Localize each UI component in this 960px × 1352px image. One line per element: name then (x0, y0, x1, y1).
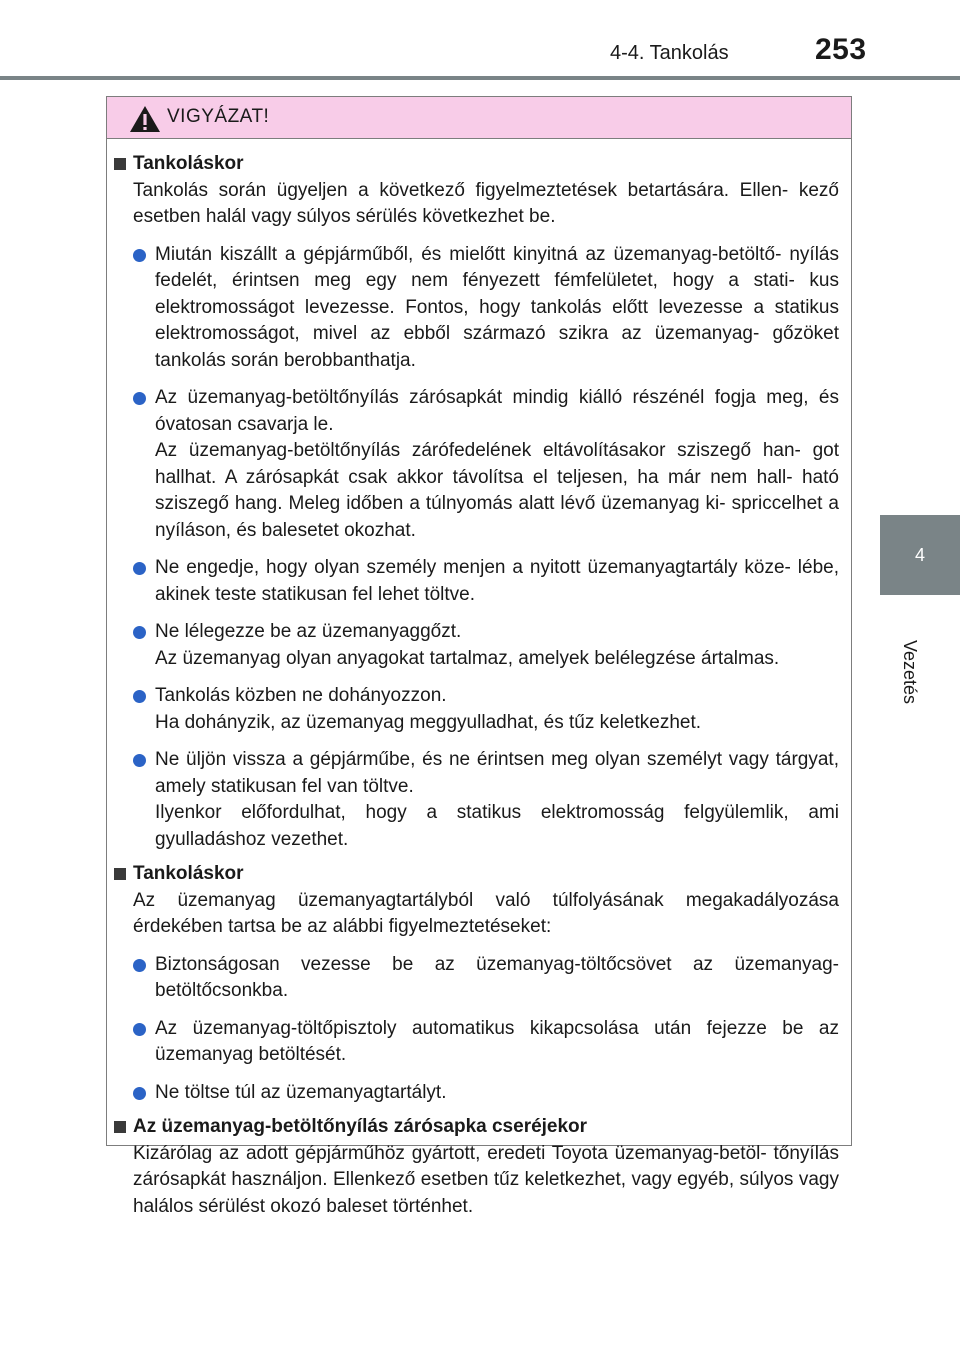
square-bullet-icon (114, 158, 126, 170)
section-intro: Kizárólag az adott gépjárműhöz gyártott, eredeti Toyota üzemanyag-betöl- tőnyílás zárósapkát használjon. Ellenkező esetben tűz keletkezhet, vagy egyéb, súlyos vagy halálos sérülést okozó baleset történhet. (133, 1142, 839, 1217)
list-item: Tankolás közben ne dohányozzon. Ha dohányzik, az üzemanyag meggyulladhat, és tűz keletkezhet. (107, 683, 851, 736)
list-item: Ne töltse túl az üzemanyagtartályt. (107, 1080, 851, 1107)
chapter-number: 4 (914, 544, 925, 565)
list-item: Ne engedje, hogy olyan személy menjen a nyitott üzemanyagtartály köze- lébe, akinek teste statikusan fel lehet töltve. (107, 555, 851, 608)
square-bullet-icon (114, 1121, 126, 1133)
bullet-detail: Az üzemanyag-betöltőnyílás zárófedelének eltávolításakor sziszegő han- got hallhat. A zárósapkát csak akkor távolítsa el teljesen, ha már nem hall- ható sziszegő hang. Meleg időben a túlnyomás alatt lévő üzemanyag ki- spriccelhet a nyíláson, és balesetet okozhat. (155, 440, 839, 541)
bullet-dot-icon (133, 626, 146, 639)
bullet-dot-icon (133, 1087, 146, 1100)
list-item: Az üzemanyag-töltőpisztoly automatikus kikapcsolása után fejezze be az üzemanyag betöltését. (107, 1016, 851, 1069)
warning-box (106, 96, 852, 1217)
list-item: Ne üljön vissza a gépjárműbe, és ne érintsen meg olyan személyt vagy tárgyat, amely statikusan fel van töltve. Ilyenkor előfordulhat, hogy a statikus elektromosság felgyülemlik, ami gyulladáshoz vezethet. (107, 747, 851, 853)
chapter-label: Vezetés (900, 640, 920, 705)
bullet-dot-icon (133, 249, 146, 262)
section-title: 4-4. Tankolás (610, 42, 729, 64)
bullet-dot-icon (133, 392, 146, 405)
list-item: Miután kiszállt a gépjárműből, és mielőtt kinyitná az üzemanyag-betöltő- nyílás fedelét, érintsen meg egy nem fényezett fémfelületet, hogy a stati- kus elektromosságot levezesse. Fontos, hogy tankolás előtt levezesse a statikus elektromosságot, mivel az ebből származó szikra az üzemanyag- gőzöket tankolás során berobbanthatja. (107, 242, 851, 375)
section-heading: Tankoláskor (107, 151, 851, 178)
section-intro: Az üzemanyag üzemanyagtartályból való túlfolyásának megakadályozása érdekében tartsa be az alábbi figyelmeztetéseket: (133, 889, 839, 937)
warning-triangle-icon (129, 105, 161, 133)
section-heading: Az üzemanyag-betöltőnyílás zárósapka cseréjekor (107, 1114, 851, 1141)
bullet-detail: Ilyenkor előfordulhat, hogy a statikus elektromosság felgyülemlik, ami gyulladáshoz vezethet. (155, 802, 839, 850)
warning-header (107, 97, 851, 139)
bullet-detail: Az üzemanyag olyan anyagokat tartalmaz, amelyek belélegzése ártalmas. (155, 647, 780, 669)
list-item: Az üzemanyag-betöltőnyílás zárósapkát mindig kiálló részénél fogja meg, és óvatosan csavarja le. Az üzemanyag-betöltőnyílás zárófedelének eltávolításakor sziszegő han- got hallhat. A zárósapkát csak akkor távolítsa el teljesen, ha már nem hall- ható sziszegő hang. Meleg időben a túlnyomás alatt lévő üzemanyag ki- spriccelhet a nyíláson, és balesetet okozhat. (107, 385, 851, 544)
section-intro: Tankolás során ügyeljen a következő figyelmeztetések betartására. Ellen- kező esetben halál vagy súlyos sérülés következhet be. (133, 179, 839, 227)
list-item: Biztonságosan vezesse be az üzemanyag-töltőcsövet az üzemanyag- betöltőcsonkba. (107, 952, 851, 1005)
chapter-tab (880, 515, 960, 595)
header-rule (0, 76, 960, 80)
bullet-dot-icon (133, 562, 146, 575)
bullet-dot-icon (133, 1023, 146, 1036)
bullet-detail: Ha dohányzik, az üzemanyag meggyulladhat, és tűz keletkezhet. (155, 711, 702, 733)
warning-title: VIGYÁZAT! (167, 106, 270, 127)
bullet-dot-icon (133, 690, 146, 703)
list-item: Ne lélegezze be az üzemanyaggőzt. Az üzemanyag olyan anyagokat tartalmaz, amelyek belélegzése ártalmas. (107, 619, 851, 672)
bullet-dot-icon (133, 959, 146, 972)
bullet-dot-icon (133, 754, 146, 767)
warning-content (107, 147, 851, 1220)
page-number: 253 (815, 33, 867, 66)
section-heading: Tankoláskor (107, 861, 851, 888)
square-bullet-icon (114, 868, 126, 880)
